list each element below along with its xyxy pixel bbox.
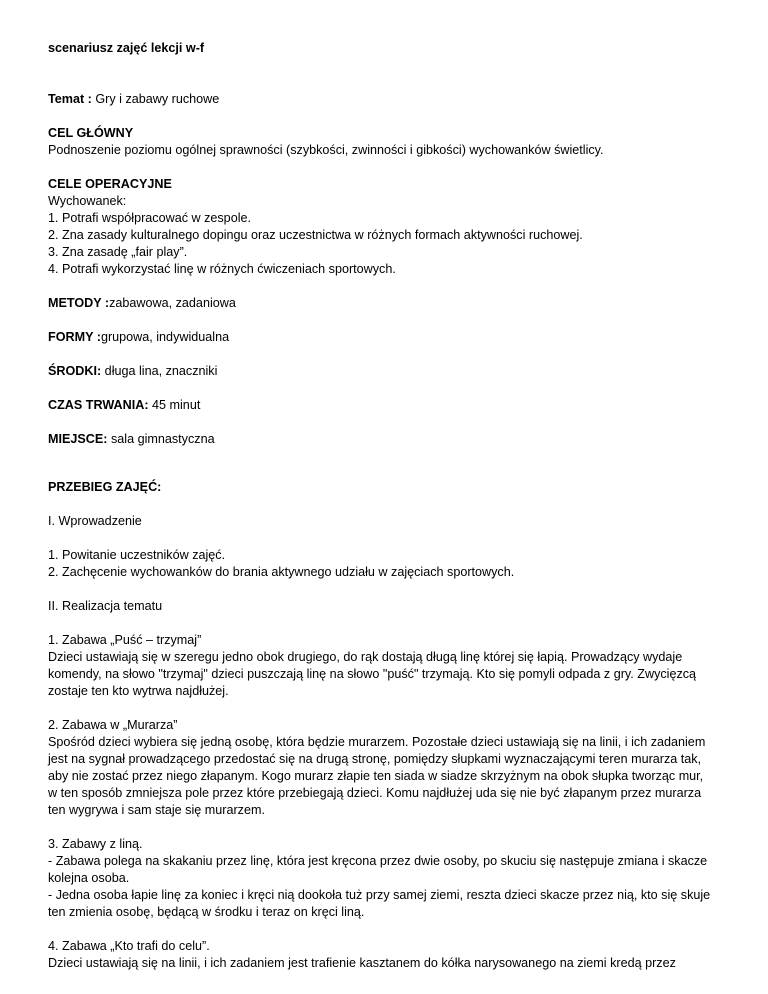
means-value: długa lina, znaczniki <box>101 364 218 378</box>
game-line: - Zabawa polega na skakaniu przez linę, która jest kręcona przez dwie osoby, po skuciu się następuje zmiana i skacze <box>48 854 708 868</box>
game-line: Dzieci ustawiają się na linii, i ich zadaniem jest trafienie kasztanem do kółka narysowanego na ziemi kredą przez <box>48 956 676 970</box>
forms-line <box>48 329 728 346</box>
game-line: - Jedna osoba łapie linę za koniec i kręci nią dookoła tuż przy samej ziemi, reszta dzieci skacze przez nią, kto się skuje <box>48 888 711 902</box>
operational-goals-heading: CELE OPERACYJNE <box>48 177 172 191</box>
realization-section-heading: II. Realizacja tematu <box>48 599 163 613</box>
forms-label: FORMY : <box>48 330 101 344</box>
operational-goal-item: 1. Potrafi współpracować w zespole. <box>48 211 251 225</box>
game-line: w ten sposób zmniejsza pole przez które przebiegają dzieci. Komu najdłużej uda się nie być złapanym przez murarza <box>48 786 702 800</box>
operational-goal-item: 2. Zna zasady kulturalnego dopingu oraz uczestnictwa w różnych formach aktywności ruchowej. <box>48 228 583 242</box>
topic-value: Gry i zabawy ruchowe <box>91 92 220 106</box>
place-line <box>48 431 728 448</box>
game-line: ten zmienia osobę, będącą w środku i teraz on kręci liną. <box>48 905 365 919</box>
game-title: 1. Zabawa „Puść – trzymaj” <box>48 633 202 647</box>
methods-value: zabawowa, zadaniowa <box>109 296 236 310</box>
game-line: komendy, na słowo "trzymaj" dzieci puszczają linę na słowo "puść" trzymają. Kto się pomyli odpada z gry. Zwycięzcą <box>48 667 697 681</box>
game-line: ten wygrywa i sam staje się murarzem. <box>48 803 265 817</box>
topic-line <box>48 91 728 108</box>
game-title: 3. Zabawy z liną. <box>48 837 143 851</box>
operational-goal-item: 4. Potrafi wykorzystać linę w różnych ćwiczeniach sportowych. <box>48 262 396 276</box>
intro-section-heading: I. Wprowadzenie <box>48 514 142 528</box>
game-line: aby nie zostać przez niego złapanym. Kogo murarz złapie ten siada w siadze skrzyżnym na obok słupka tworząc mur, <box>48 769 704 783</box>
main-goal-heading: CEL GŁÓWNY <box>48 126 134 140</box>
game-line: kolejna osoba. <box>48 871 130 885</box>
means-line <box>48 363 728 380</box>
game-line: zostaje ten kto wytrwa najdłużej. <box>48 684 229 698</box>
means-label: ŚRODKI: <box>48 364 102 378</box>
topic-label: Temat : <box>48 92 92 106</box>
course-heading: PRZEBIEG ZAJĘĆ: <box>48 480 162 494</box>
methods-line <box>48 295 728 312</box>
duration-line <box>48 397 728 414</box>
game-title: 4. Zabawa „Kto trafi do celu”. <box>48 939 210 953</box>
intro-item: 1. Powitanie uczestników zajęć. <box>48 548 226 562</box>
operational-goal-item: 3. Zna zasadę „fair play”. <box>48 245 188 259</box>
game-line: Dzieci ustawiają się w szeregu jedno obok drugiego, do rąk dostają długą linę której się łapią. Prowadzący wydaje <box>48 650 683 664</box>
operational-goals-intro: Wychowanek: <box>48 194 127 208</box>
game-title: 2. Zabawa w „Murarza” <box>48 718 178 732</box>
game-line: Spośród dzieci wybiera się jedną osobę, która będzie murarzem. Pozostałe dzieci ustawiają się na linii, i ich zadaniem <box>48 735 706 749</box>
duration-value: 45 minut <box>148 398 201 412</box>
place-label: MIEJSCE: <box>48 432 108 446</box>
duration-label: CZAS TRWANIA: <box>48 398 149 412</box>
main-goal-text: Podnoszenie poziomu ogólnej sprawności (szybkości, zwinności i gibkości) wychowanków świetlicy. <box>48 143 604 157</box>
place-value: sala gimnastyczna <box>107 432 215 446</box>
document-title: scenariusz zajęć lekcji w-f <box>48 41 205 55</box>
game-line: jest na sygnał prowadzącego przedostać się na drugą stronę, pomiędzy słupkami wyznaczającymi teren murarza tak, <box>48 752 702 766</box>
document-page <box>48 40 728 972</box>
methods-label: METODY : <box>48 296 110 310</box>
forms-value: grupowa, indywidualna <box>100 330 230 344</box>
intro-item: 2. Zachęcenie wychowanków do brania aktywnego udziału w zajęciach sportowych. <box>48 565 515 579</box>
